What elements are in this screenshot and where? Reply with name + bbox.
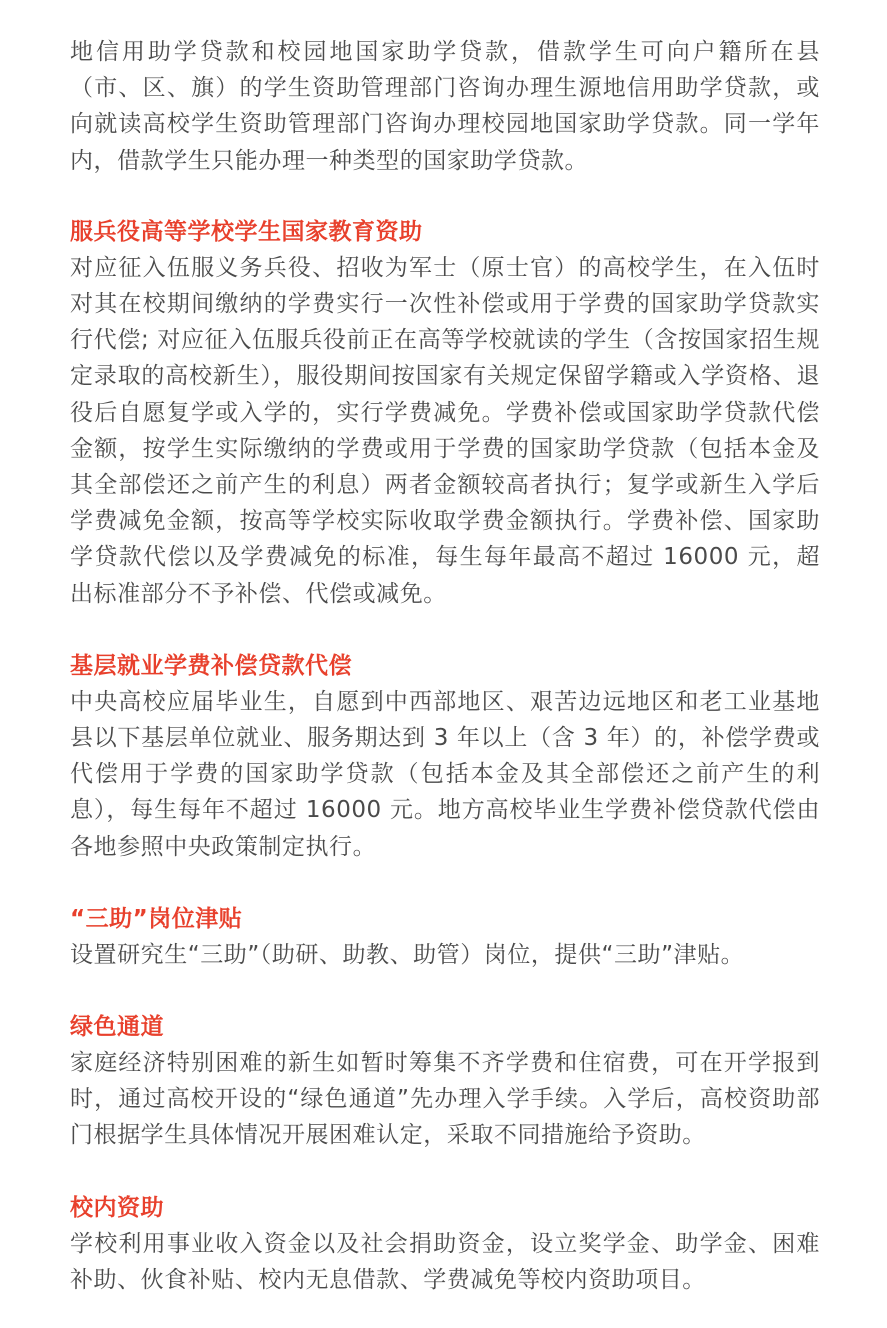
section-title: 基层就业学费补偿贷款代偿 xyxy=(70,652,352,679)
section-military-service-aid xyxy=(70,214,820,612)
spacer xyxy=(70,973,820,1009)
section-title: 服兵役高等学校学生国家教育资助 xyxy=(70,218,423,245)
section-green-channel xyxy=(70,1009,820,1154)
article-content xyxy=(70,34,820,1298)
spacer xyxy=(70,865,820,901)
section-on-campus-aid xyxy=(70,1190,820,1298)
section-grassroots-employment xyxy=(70,648,820,865)
section-title: 校内资助 xyxy=(70,1194,164,1221)
section-title: “三助”岗位津贴 xyxy=(70,905,243,932)
section-body: 设置研究生“三助”（助研、助教、助管）岗位，提供“三助”津贴。 xyxy=(70,941,745,968)
section-body: 对应征入伍服义务兵役、招收为军士（原士官）的高校学生，在入伍时对其在校期间缴纳的学费实行一次性补偿或用于学费的国家助学贷款实行代偿; 对应征入伍服兵役前正在高等学校就读的学生（含按国家招生规定录取的高校新生），服役期间按国家有关规定保留学籍或入学资格、退役后自愿复学或入学的，实行学费减免。学费补偿或国家助学贷款代偿金额，按学生实际缴纳的学费或用于学费的国家助学贷款（包括本金及其全部偿还之前产生的利息）两者金额较高者执行；复学或新生入学后学费减免金额，按高等学校实际收取学费金额执行。学费补偿、国家助学贷款代偿以及学费减免的标准，每生每年最高不超过 16000 元，超出标准部分不予补偿、代偿或减免。 xyxy=(70,254,820,607)
section-body: 家庭经济特别困难的新生如暂时筹集不齐学费和住宿费，可在开学报到时，通过高校开设的“绿色通道”先办理入学手续。入学后，高校资助部门根据学生具体情况开展困难认定，采取不同措施给予资助。 xyxy=(70,1050,820,1149)
section-title: 绿色通道 xyxy=(70,1014,164,1041)
intro-paragraph: 地信用助学贷款和校园地国家助学贷款，借款学生可向户籍所在县（市、区、旗）的学生资助管理部门咨询办理生源地信用助学贷款，或向就读高校学生资助管理部门咨询办理校园地国家助学贷款。同一学年内，借款学生只能办理一种类型的国家助学贷款。 xyxy=(70,39,820,174)
spacer xyxy=(70,1154,820,1190)
spacer xyxy=(70,179,820,214)
spacer xyxy=(70,612,820,648)
section-body: 学校利用事业收入资金以及社会捐助资金，设立奖学金、助学金、困难补助、伙食补贴、校内无息借款、学费减免等校内资助项目。 xyxy=(70,1230,820,1293)
section-body: 中央高校应届毕业生，自愿到中西部地区、艰苦边远地区和老工业基地县以下基层单位就业、服务期达到 3 年以上（含 3 年）的，补偿学费或代偿用于学费的国家助学贷款（包括本金及其全部偿还之前产生的利息），每生每年不超过 16000 元。地方高校毕业生学费补偿贷款代偿由各地参照中央政策制定执行。 xyxy=(70,688,820,860)
section-three-assistant-allowance xyxy=(70,901,820,973)
